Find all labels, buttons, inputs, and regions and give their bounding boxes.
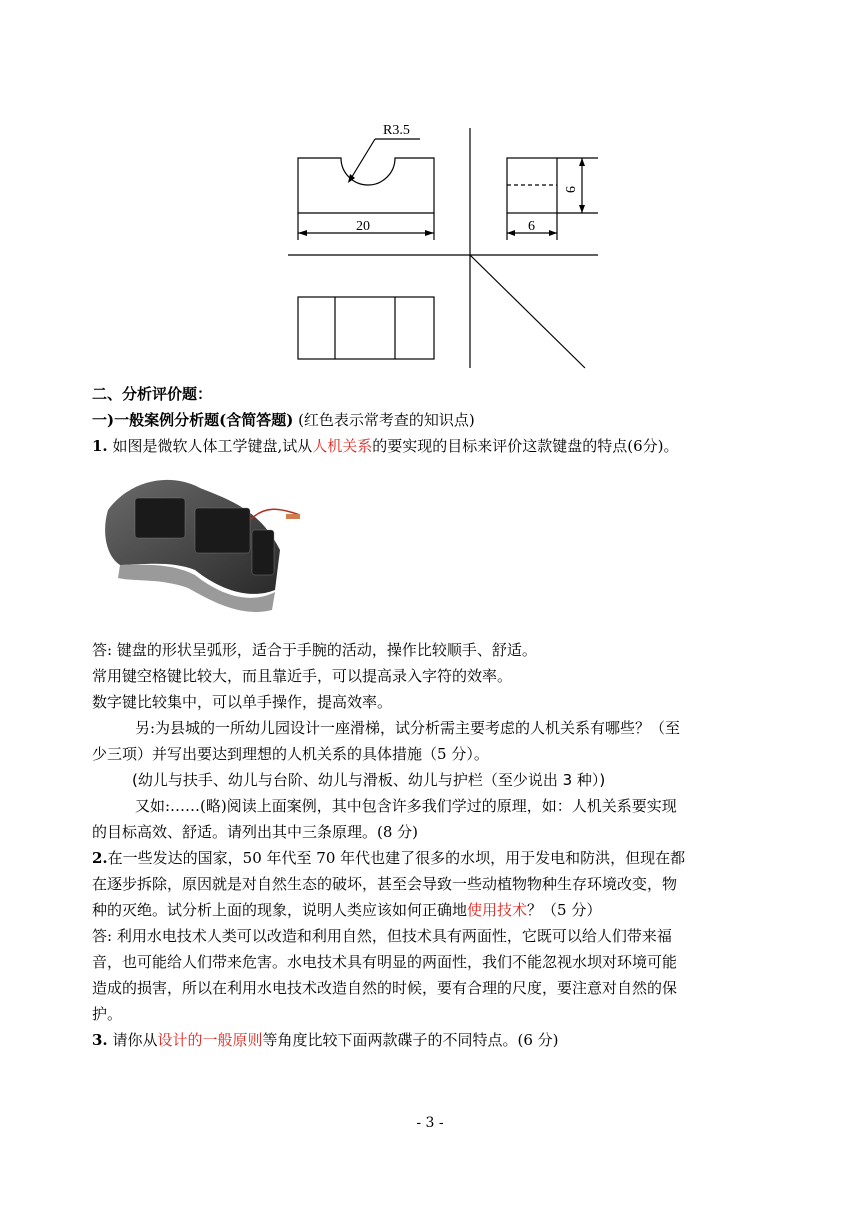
question-3 bbox=[92, 1027, 780, 1053]
three-view-drawing bbox=[0, 0, 860, 380]
question-number: 2. bbox=[92, 849, 108, 867]
height-label: 9 bbox=[562, 186, 577, 193]
answer-2-line: 音，也可能给人们带来危害。水电技术具有明显的两面性，我们不能忽视水坝对环境可能 bbox=[92, 953, 678, 971]
question-1 bbox=[92, 433, 780, 459]
answer-2-line: 造成的损害，所以在利用水电技术改造自然的时候，要有合理的尺度，要注意对自然的保 bbox=[92, 979, 678, 997]
radius-leader bbox=[350, 139, 375, 180]
width-label: 20 bbox=[356, 219, 370, 234]
answer-1-line: 答: 键盘的形状呈弧形，适合于手腕的活动，操作比较顺手、舒适。 bbox=[92, 641, 537, 659]
question-text: 如图是微软人体工学键盘,试从 bbox=[107, 437, 313, 455]
answer-2-line: 护。 bbox=[92, 1005, 123, 1023]
question-2-line: 在逐步拆除，原因就是对自然生态的破坏，甚至会导致一些动植物物种生存环境改变，物 bbox=[92, 875, 678, 893]
subsection-title bbox=[92, 407, 780, 433]
question-2 bbox=[92, 845, 780, 871]
question-text: 请你从 bbox=[107, 1031, 158, 1049]
key-point-highlight: 人机关系 bbox=[312, 437, 373, 455]
extra-question-line: 又如:……(略)阅读上面案例，其中包含许多我们学过的原理，如：人机关系要实现 bbox=[135, 797, 677, 815]
question-2-line bbox=[92, 897, 780, 923]
front-view bbox=[298, 158, 434, 213]
section-title: 二、分析评价题： bbox=[92, 385, 213, 403]
answer-2-line: 答: 利用水电技术人类可以改造和利用自然，但技术具有两面性，它既可以给人们带来福 bbox=[92, 927, 672, 945]
question-number: 1. bbox=[92, 437, 108, 455]
depth-label: 6 bbox=[528, 219, 535, 234]
page-number: - 3 - bbox=[416, 1115, 444, 1131]
radius-label: R3.5 bbox=[383, 123, 410, 138]
answer-1-line: 数字键比较集中，可以单手操作，提高效率。 bbox=[92, 693, 393, 711]
extra-answer-line: (幼儿与扶手、幼儿与台阶、幼儿与滑板、幼儿与护栏（至少说出 3 种）) bbox=[132, 771, 606, 789]
extra-question-line: 另:为县城的一所幼儿园设计一座滑梯，试分析需主要考虑的人机关系有哪些？（至 bbox=[135, 719, 681, 737]
subsection-note: (红色表示常考查的知识点) bbox=[298, 411, 475, 429]
key-point-highlight: 设计的一般原则 bbox=[157, 1031, 263, 1049]
top-view bbox=[298, 297, 434, 359]
extra-question-line: 的目标高效、舒适。请列出其中三条原理。(8 分) bbox=[92, 823, 419, 841]
miter-line bbox=[470, 255, 585, 368]
question-text: 种的灭绝。试分析上面的现象，说明人类应该如何正确地 bbox=[92, 901, 468, 919]
key-point-highlight: 使用技术 bbox=[467, 901, 528, 919]
subsection-label: 一)一般案例分析题(含简答题) bbox=[92, 411, 294, 429]
question-number: 3. bbox=[92, 1031, 108, 1049]
extra-question-line: 少三项）并写出要达到理想的人机关系的具体措施（5 分）。 bbox=[92, 745, 489, 763]
question-text: ？（5 分） bbox=[527, 901, 602, 919]
ergonomic-keyboard-image bbox=[100, 470, 310, 620]
question-text: 在一些发达的国家，50 年代至 70 年代也建了很多的水坝，用于发电和防洪，但现在都 bbox=[107, 849, 686, 867]
answer-1-line: 常用键空格键比较大，而且靠近手，可以提高录入字符的效率。 bbox=[92, 667, 513, 685]
question-text: 的要实现的目标来评价这款键盘的特点(6分)。 bbox=[372, 437, 679, 455]
question-text: 等角度比较下面两款碟子的不同特点。(6 分) bbox=[262, 1031, 559, 1049]
